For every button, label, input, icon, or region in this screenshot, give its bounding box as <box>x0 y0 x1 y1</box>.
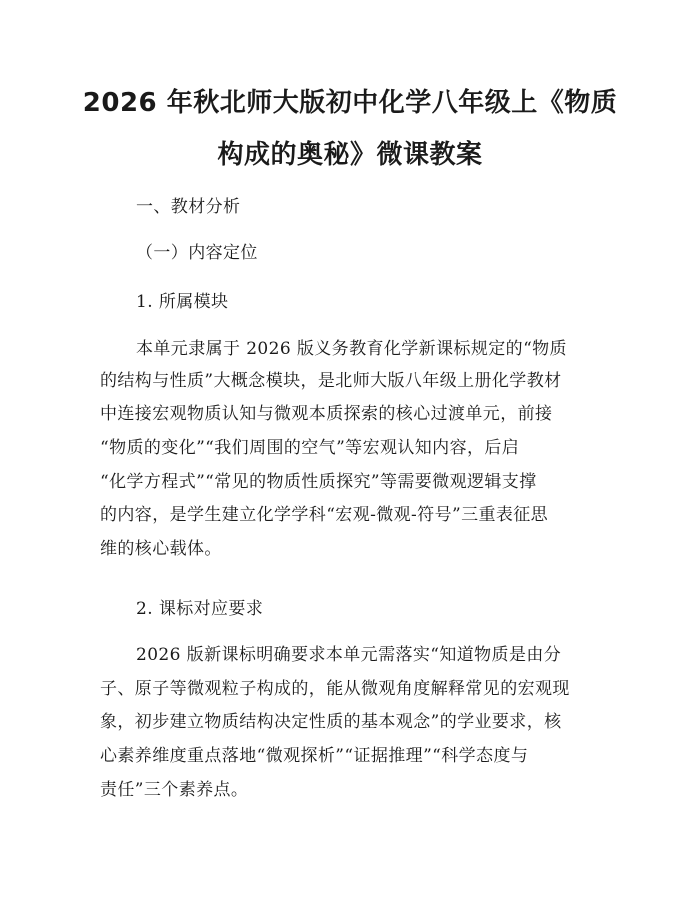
paragraph-2-line-5: 责任”三个素养点。 <box>100 780 249 800</box>
paragraph-1-line-3: 中连接宏观物质认知与微观本质探索的核心过渡单元，前接 <box>100 404 553 424</box>
paragraph-2-line-2: 子、原子等微观粒子构成的，能从微观角度解释常见的宏观现 <box>100 679 570 699</box>
document-title-line-2: 构成的奥秘》微课教案 <box>217 140 483 170</box>
paragraph-1-line-6: 的内容，是学生建立化学学科“宏观-微观-符号”三重表征思 <box>100 505 549 525</box>
paragraph-1-line-2: 的结构与性质”大概念模块，是北师大版八年级上册化学教材 <box>100 371 562 391</box>
section-heading: 一、教材分析 <box>136 197 241 217</box>
paragraph-1-line-1: 本单元隶属于 2026 版义务教育化学新课标规定的“物质 <box>136 339 567 359</box>
paragraph-1-line-7: 维的核心载体。 <box>100 539 222 559</box>
paragraph-1-line-4: “物质的变化”“我们周围的空气”等宏观认知内容，后启 <box>100 438 520 458</box>
subsection-heading: （一）内容定位 <box>136 243 258 263</box>
paragraph-2-line-3: 象，初步建立物质结构决定性质的基本观念”的学业要求，核 <box>100 712 562 732</box>
paragraph-2-line-1: 2026 版新课标明确要求本单元需落实“知道物质是由分 <box>136 645 562 665</box>
paragraph-1-line-5: “化学方程式”“常见的物质性质探究”等需要微观逻辑支撑 <box>100 472 537 492</box>
document-title-line-1: 2026 年秋北师大版初中化学八年级上《物质 <box>82 88 618 118</box>
item-heading-2: 2. 课标对应要求 <box>136 599 264 619</box>
paragraph-2-line-4: 心素养维度重点落地“微观探析”“证据推理”“科学态度与 <box>100 746 529 766</box>
item-heading-1: 1. 所属模块 <box>136 292 229 312</box>
